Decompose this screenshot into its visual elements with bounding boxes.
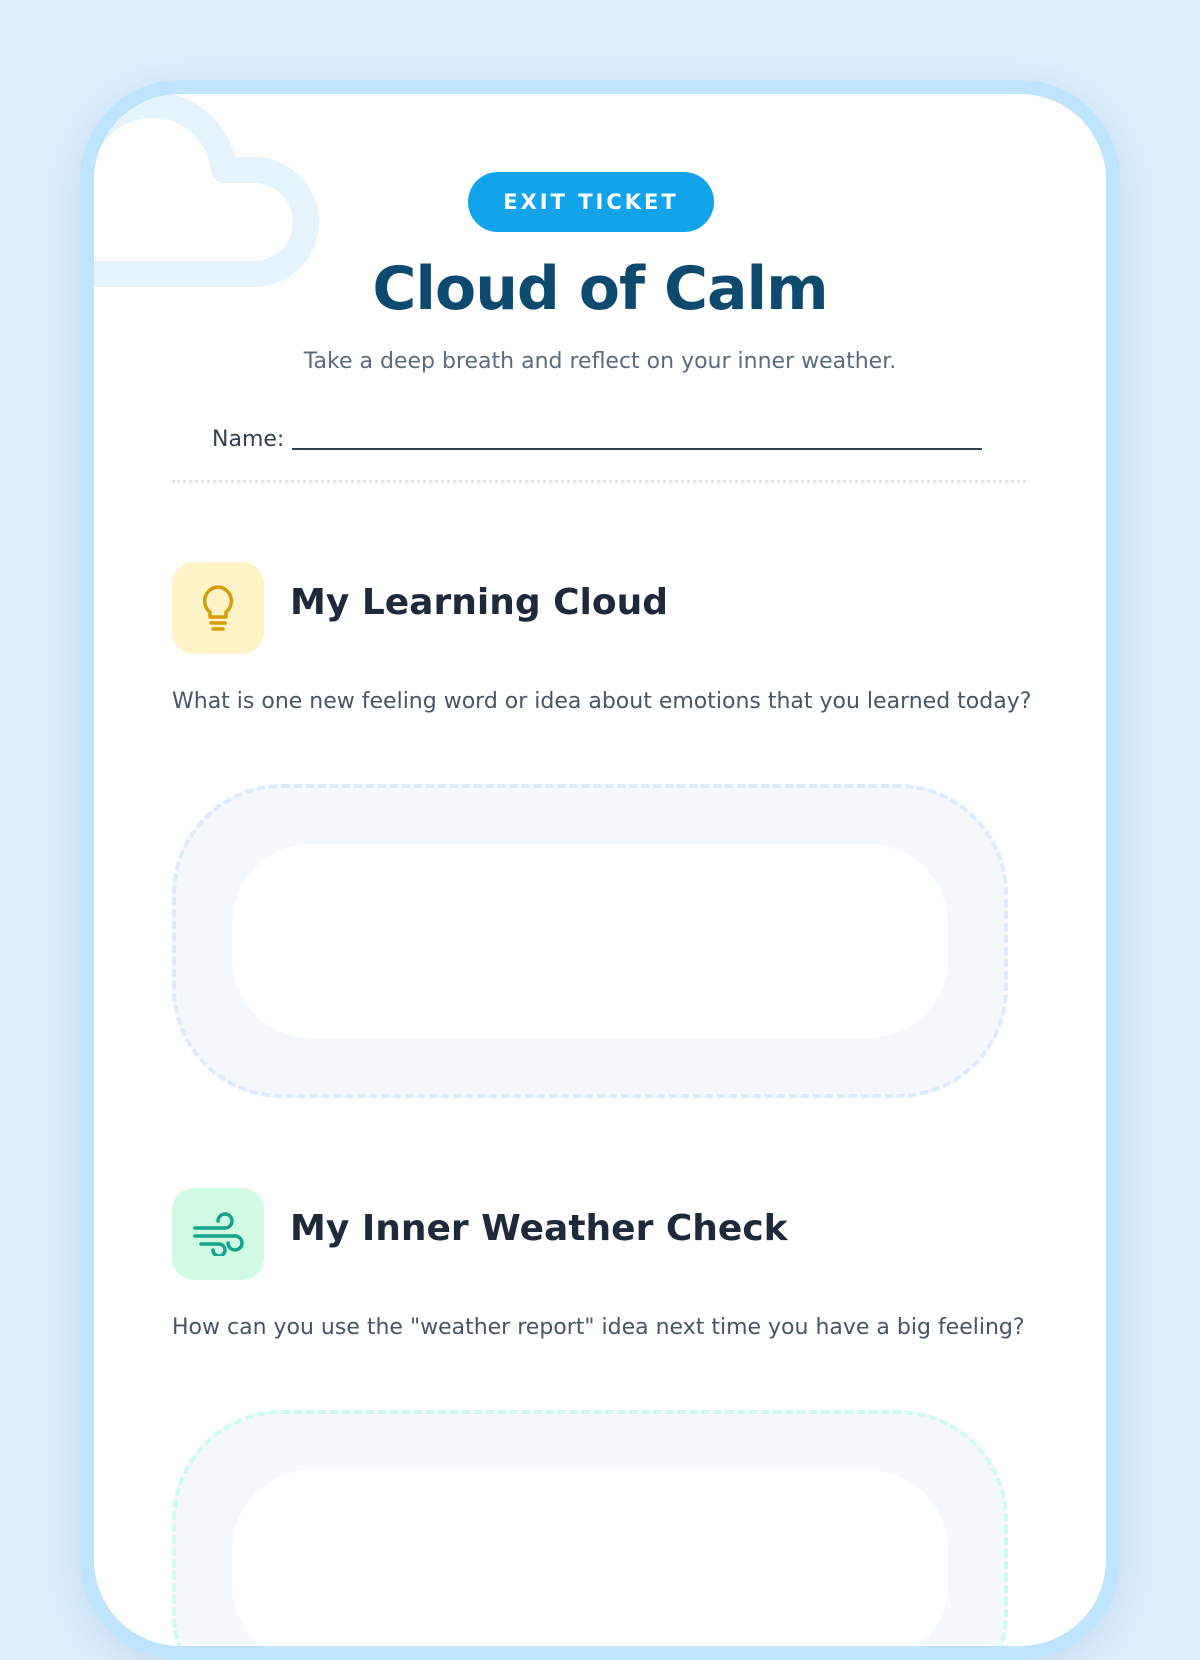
page-subtitle: Take a deep breath and reflect on your inner weather. bbox=[303, 349, 897, 374]
answer-box-inner-weather[interactable] bbox=[172, 1410, 1008, 1660]
section-title-learning-cloud: My Learning Cloud bbox=[290, 582, 669, 623]
wind-icon bbox=[191, 1212, 245, 1256]
exit-ticket-badge: EXIT TICKET bbox=[468, 172, 714, 232]
lightbulb-icon bbox=[198, 583, 238, 633]
wind-icon-tile bbox=[172, 1188, 264, 1280]
dotted-divider bbox=[172, 480, 1026, 483]
answer-writing-area[interactable] bbox=[232, 1470, 948, 1660]
answer-box-learning-cloud[interactable] bbox=[172, 784, 1008, 1098]
name-field[interactable] bbox=[212, 427, 982, 452]
section-prompt-learning-cloud: What is one new feeling word or idea about emotions that you learned today? bbox=[172, 689, 1032, 714]
name-label: Name: bbox=[212, 427, 285, 452]
name-blank-line[interactable] bbox=[292, 430, 982, 450]
exit-ticket-card bbox=[80, 80, 1120, 1660]
section-prompt-inner-weather: How can you use the "weather report" idea next time you have a big feeling? bbox=[172, 1315, 1025, 1340]
page-title: Cloud of Calm bbox=[372, 254, 828, 324]
lightbulb-icon-tile bbox=[172, 562, 264, 654]
answer-writing-area[interactable] bbox=[232, 844, 948, 1038]
section-title-inner-weather: My Inner Weather Check bbox=[290, 1208, 788, 1249]
